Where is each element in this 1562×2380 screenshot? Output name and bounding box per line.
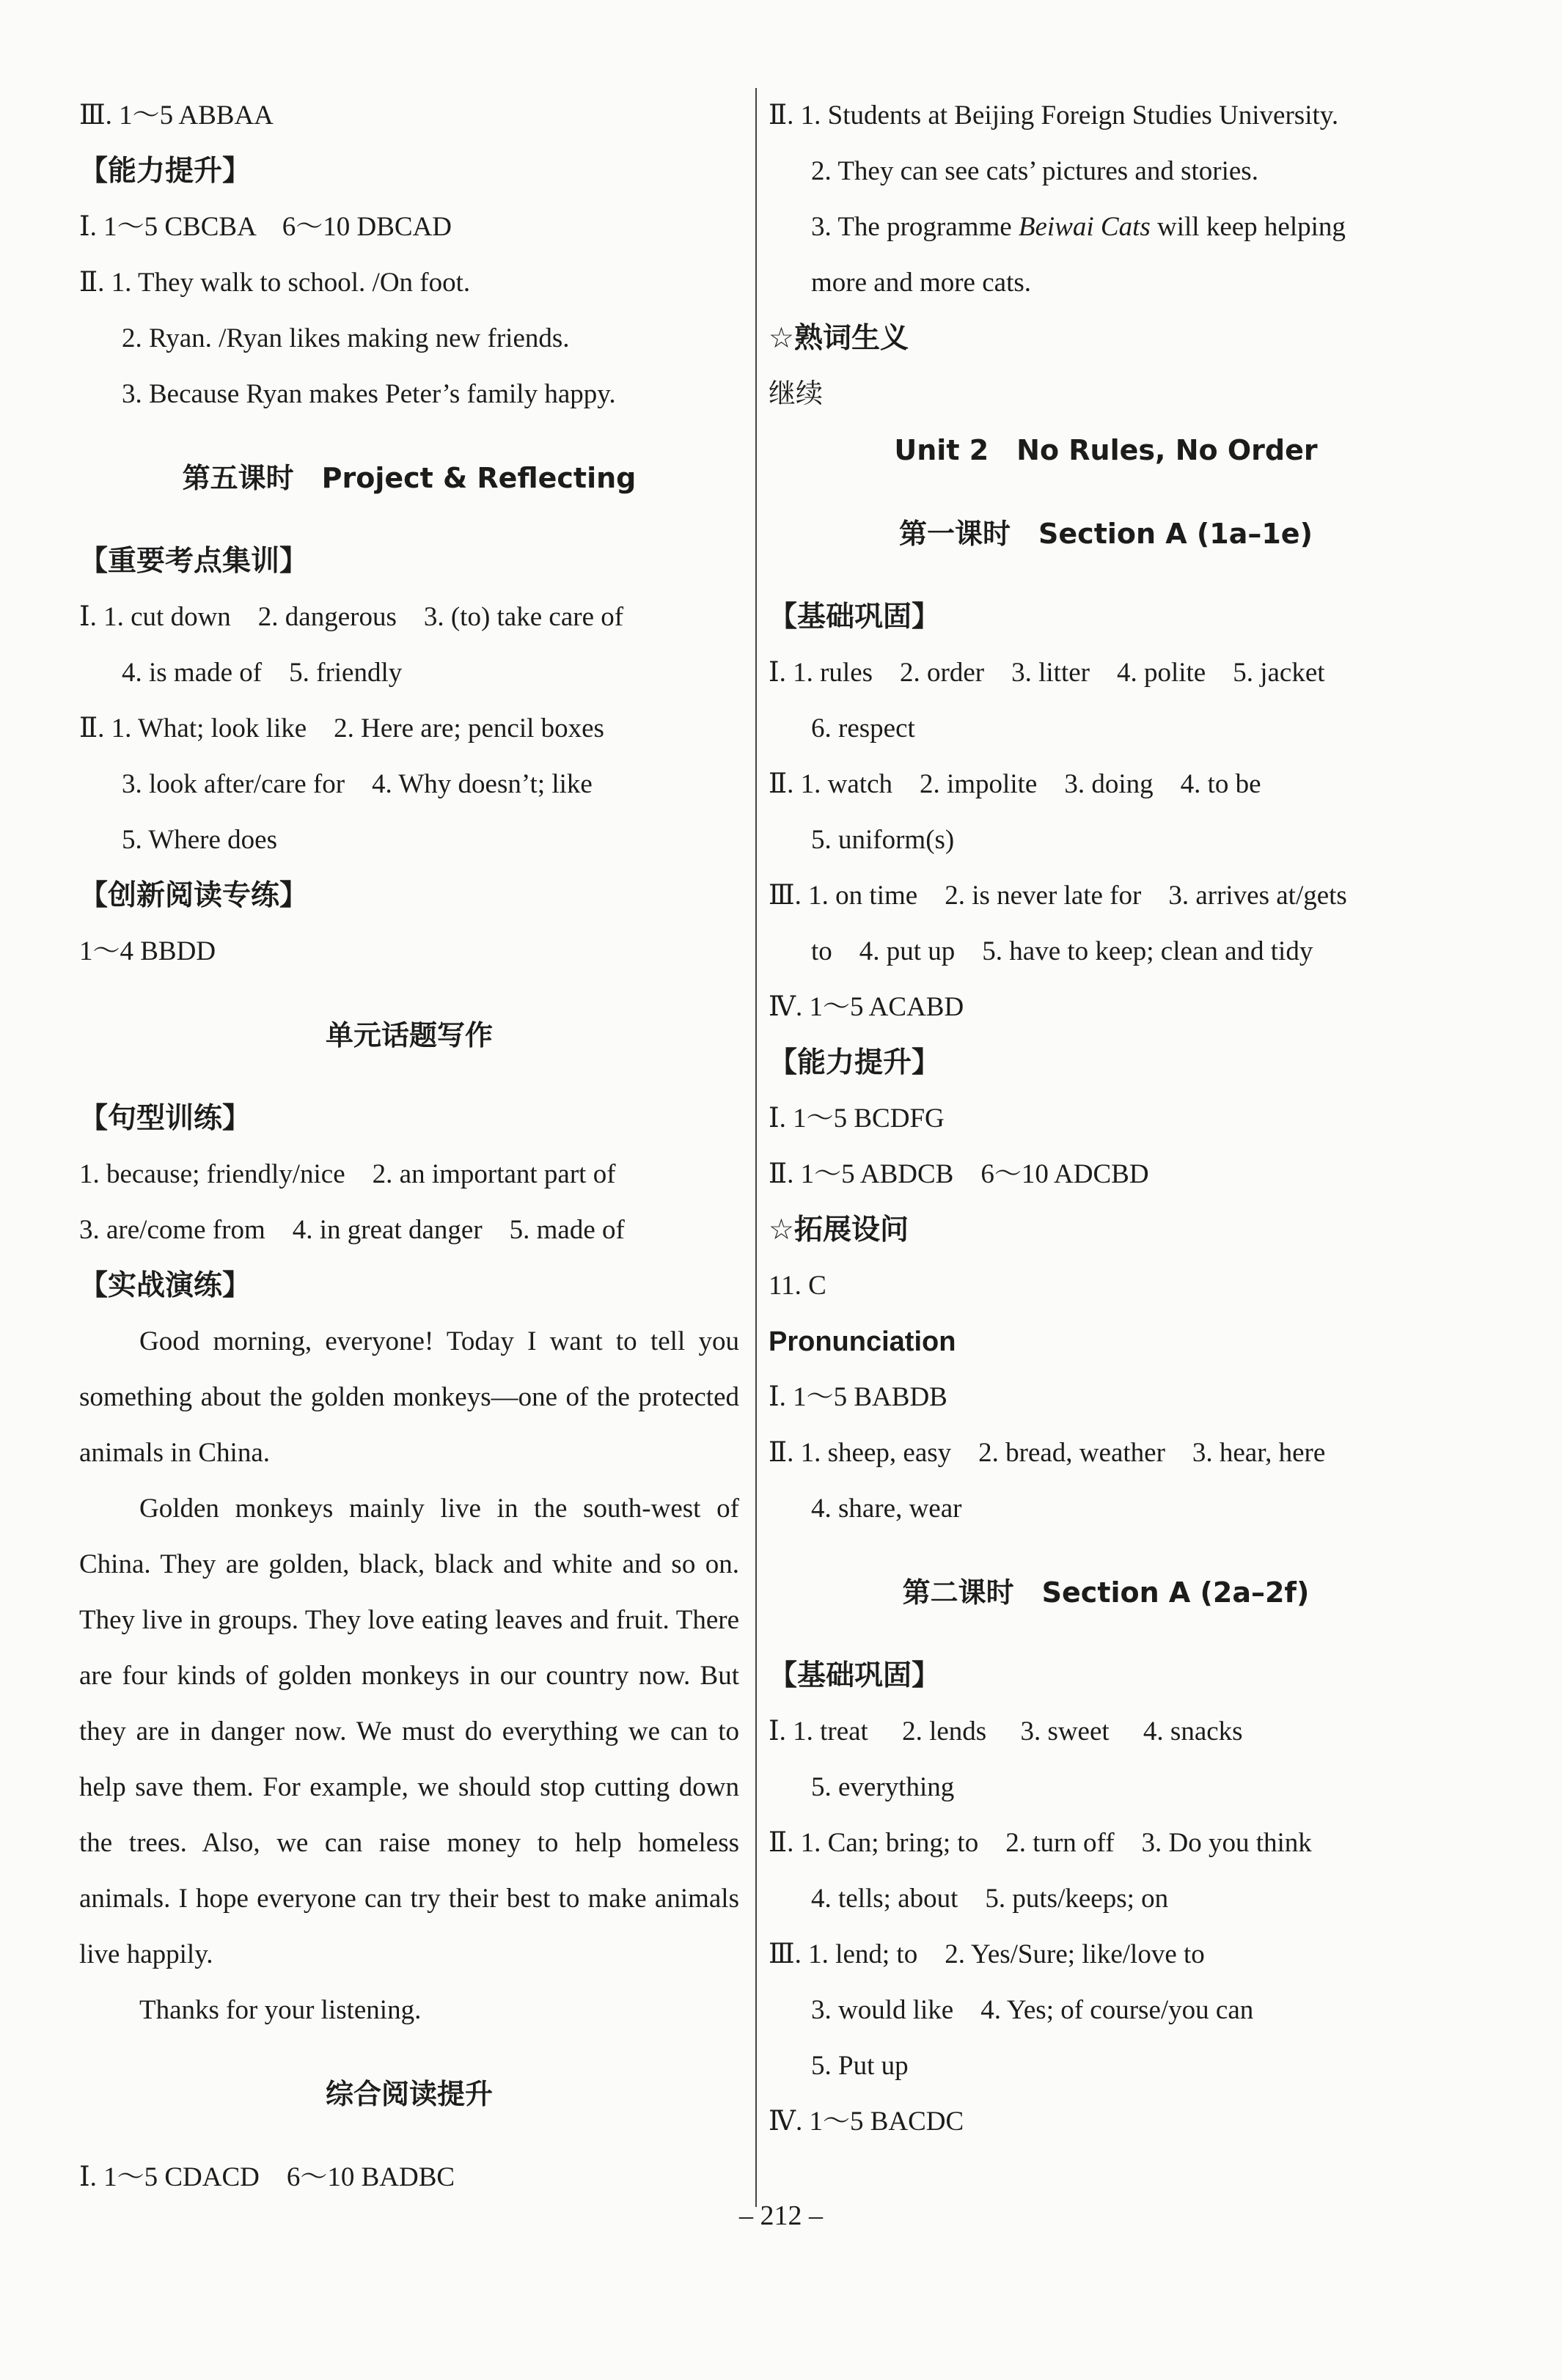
lesson-title: 综合阅读提升 [325,2078,493,2110]
answer-line: more and more cats. [811,268,1031,298]
answer-line: to 4. put up 5. have to keep; clean and tidy [811,936,1313,966]
lesson-title: 单元话题写作 [325,1019,493,1051]
section-heading-zhongyao: 【重要考点集训】 [79,545,309,578]
answer-line: Ⅳ. 1～5 ACABD [769,992,964,1022]
answer-line: 1. because; friendly/nice 2. an important part of [79,1159,616,1189]
answer-line: 11. C [769,1271,826,1301]
answer-line: Ⅲ. 1. lend; to 2. Yes/Sure; like/love to [769,1939,1205,1969]
answer-text: 3. The programme [811,212,1019,242]
section-heading-juxing: 【句型训练】 [79,1102,252,1135]
section-heading-nengli: 【能力提升】 [79,155,252,188]
essay-paragraph: Thanks for your listening. [139,1995,422,2025]
answer-line: 5. Put up [811,2051,909,2081]
answer-line: Ⅰ. 1. treat 2. lends 3. sweet 4. snacks [769,1716,1243,1747]
answer-line: 6. respect [811,713,915,743]
answer-line: 5. uniform(s) [811,825,955,855]
answer-line: Ⅲ. 1. on time 2. is never late for 3. arrives at/gets [769,881,1347,911]
answer-line: Ⅱ. 1. They walk to school. /On foot. [79,268,471,298]
answer-line [769,199,1443,255]
answer-line: 3. Because Ryan makes Peter’s family happy. [122,379,616,409]
answer-line: Ⅰ. 1～5 CDACD 6～10 BADBC [79,2162,455,2192]
answer-line: Ⅱ. 1. What; look like 2. Here are; pencil boxes [79,713,604,743]
lesson-title: 第二课时 Section A (2a–2f) [902,1576,1310,1609]
left-column [79,88,739,2205]
answer-line: Ⅱ. 1. Students at Beijing Foreign Studies University. [769,100,1339,131]
lesson-title: 第五课时 Project & Reflecting [182,462,637,494]
section-heading-nengli: 【能力提升】 [769,1046,941,1079]
answer-line: Ⅰ. 1～5 CBCBA 6～10 DBCAD [79,212,452,242]
page-number: – 212 – [739,2200,823,2231]
answer-line: 3. are/come from 4. in great danger 5. made of [79,1215,625,1245]
programme-name: Beiwai Cats [1018,212,1151,242]
answer-line: Ⅰ. 1. rules 2. order 3. litter 4. polite 5. jacket [769,658,1325,688]
answer-line: 继续 [769,379,823,409]
right-column [769,88,1443,2150]
answer-line: Ⅰ. 1. cut down 2. dangerous 3. (to) take care of [79,602,624,632]
answer-line: 5. everything [811,1772,955,1802]
answer-line: Ⅰ. 1～5 BABDB [769,1382,947,1412]
answer-line: Ⅱ. 1. watch 2. impolite 3. doing 4. to be [769,769,1261,799]
answer-line: 4. share, wear [811,1494,962,1524]
answer-line: Ⅱ. 1. Can; bring; to 2. turn off 3. Do you think [769,1828,1312,1858]
section-heading-shuci: ☆熟词生义 [769,322,909,355]
answer-line: Ⅳ. 1～5 BACDC [769,2107,964,2137]
section-heading-tuozhan: ☆拓展设问 [769,1213,909,1246]
answer-line: 4. tells; about 5. puts/keeps; on [811,1884,1169,1914]
unit-title: Unit 2 No Rules, No Order [894,434,1318,466]
answer-line: Ⅰ. 1～5 BCDFG [769,1103,945,1134]
essay-paragraph: Good morning, everyone! Today I want to tell you something about the golden monkeys—one of the protected animals in China. [79,1326,739,1468]
answer-line: 1～4 BBDD [79,936,216,966]
essay-paragraph: Golden monkeys mainly live in the south-west of China. They are golden, black, black and white and so on. They live in groups. They love eating leaves and fruit. There are four kinds of golden monkeys in our country now. But they are in danger now. We must do everything we can to help save them. For example, we should stop cutting down the trees. Also, we can raise money to help homeless animals. I hope everyone can try their best to make animals live happily. [79,1494,739,1969]
section-heading-chuangxin: 【创新阅读专练】 [79,879,309,912]
section-heading-jichu: 【基础巩固】 [769,1659,941,1692]
answer-line: 3. would like 4. Yes; of course/you can [811,1995,1254,2025]
answer-line: 5. Where does [122,825,277,855]
answer-line: 2. Ryan. /Ryan likes making new friends. [122,323,570,353]
answer-line: 2. They can see cats’ pictures and stories. [811,156,1258,186]
column-divider [755,88,757,2207]
answer-line: 4. is made of 5. friendly [122,658,403,688]
answer-line: 3. look after/care for 4. Why doesn’t; like [122,769,593,799]
answer-line: Ⅱ. 1. sheep, easy 2. bread, weather 3. hear, here [769,1438,1326,1468]
answer-line: Ⅱ. 1～5 ABDCB 6～10 ADCBD [769,1159,1149,1189]
answer-line: Ⅲ. 1～5 ABBAA [79,100,274,131]
answer-text: will keep helping [1150,212,1346,242]
pronunciation-heading: Pronunciation [769,1326,956,1357]
lesson-title: 第一课时 Section A (1a–1e) [899,518,1313,550]
section-heading-jichu: 【基础巩固】 [769,600,941,633]
section-heading-shizhan: 【实战演练】 [79,1269,252,1302]
